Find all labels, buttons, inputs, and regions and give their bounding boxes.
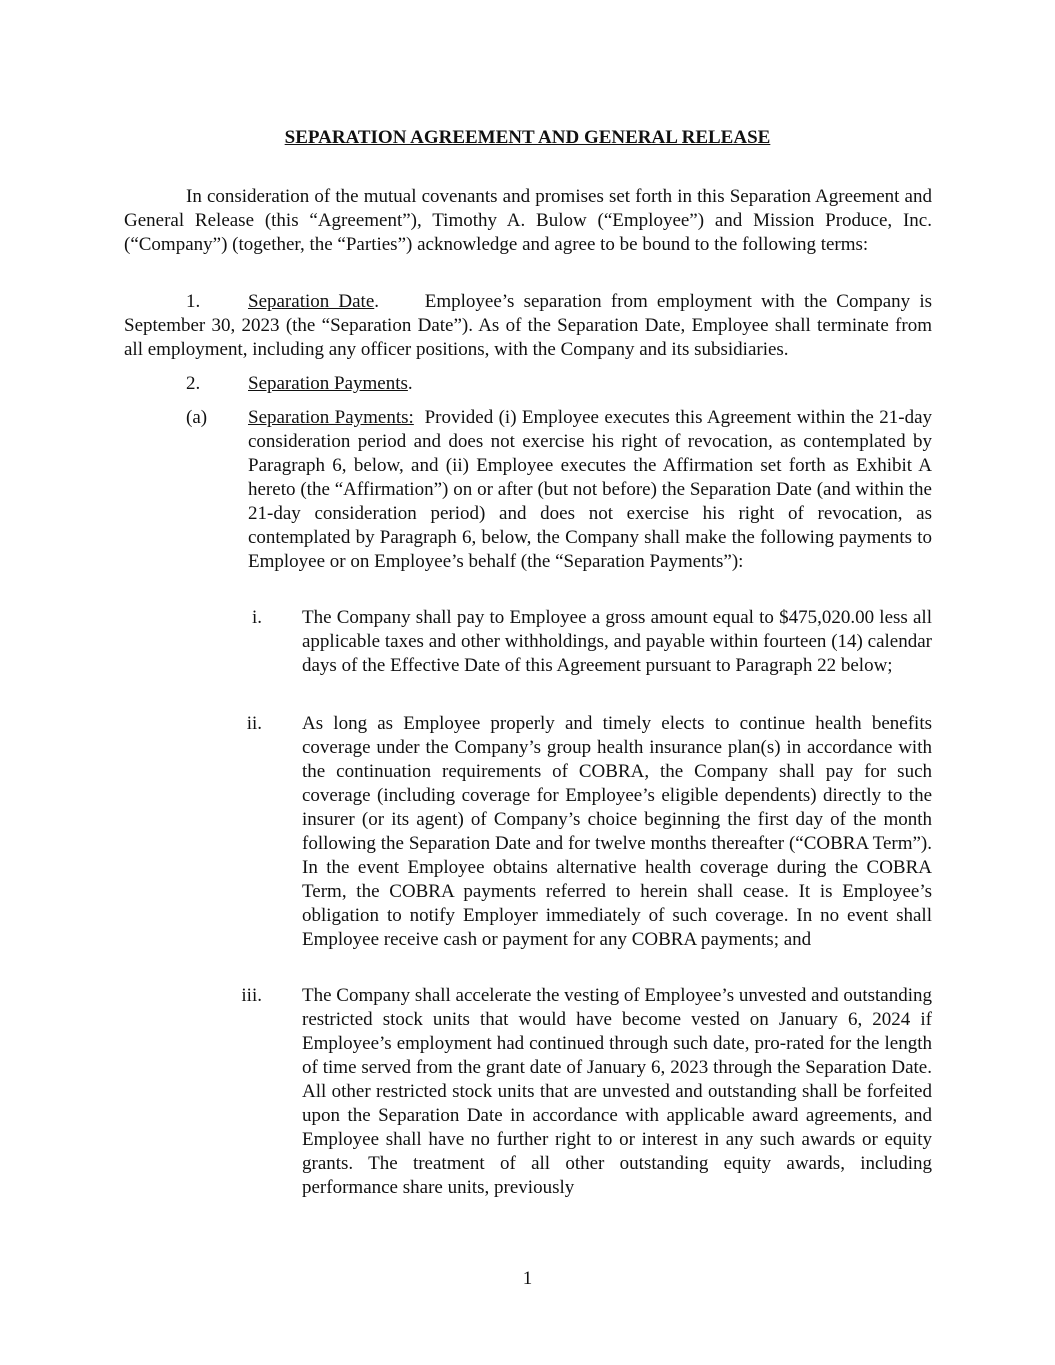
subsection-a-label: (a) bbox=[186, 407, 208, 428]
item-ii-label: ii. bbox=[246, 713, 262, 734]
page-number: 1 bbox=[522, 1268, 533, 1289]
section-1-number: 1. bbox=[186, 291, 201, 312]
section-1-paragraph bbox=[124, 290, 932, 362]
subsection-a-heading: Separation Payments: bbox=[248, 407, 414, 428]
section-2-heading-suffix: . bbox=[407, 373, 413, 394]
section-1-body: Employee’s separation from employment with the Company is September 30, 2023 (the “Separation Date”). As of the Separation Date, Employee shall terminate from all employment, including any officer positions, with the Company and its subsidiaries. bbox=[124, 291, 933, 360]
section-2-heading-line bbox=[186, 372, 932, 396]
item-iii-paragraph: The Company shall accelerate the vesting of Employee’s unvested and outstanding restricted stock units that would have become vested on January 6, 2024 if Employee’s employment had continued through such date, pro-rated for the length of time served from the grant date of January 6, 2023 through the Separation Date. All other restricted stock units that are unvested and outstanding shall be forfeited upon the Separation Date in accordance with applicable award agreements, and Employee shall have no further right to or interest in any such awards or equity grants. The treatment of all other outstanding equity awards, including performance share units, previously bbox=[302, 985, 932, 1198]
subsection-a-body: Provided (i) Employee executes this Agreement within the 21-day consideration period and does not exercise his right of revocation, as contemplated by Paragraph 6, below, and (ii) Employee executes the Affirmation set forth as Exhibit A hereto (the “Affirmation”) on or after (but not before) the Separation Date (and within the 21-day consideration period) and does not exercise his right of revocation, as contemplated by Paragraph 6, below, the Company shall make the following payments to Employee or on Employee’s behalf (the “Separation Payments”): bbox=[248, 407, 933, 572]
section-2-heading: Separation Payments bbox=[248, 373, 408, 394]
section-2-number: 2. bbox=[186, 373, 201, 394]
item-i-paragraph: The Company shall pay to Employee a gross amount equal to $475,020.00 less all applicable taxes and other withholdings, and payable within fourteen (14) calendar days of the Effective Date of this Agreement pursuant to Paragraph 22 below; bbox=[302, 607, 932, 676]
intro-paragraph: In consideration of the mutual covenants and promises set forth in this Separation Agreement and General Release (this “Agreement”), Timothy A. Bulow (“Employee”) and Mission Produce, Inc. (“Company”) (together, the “Parties”) acknowledge and agree to be bound to the following terms: bbox=[124, 186, 932, 255]
section-1-heading: Separation Date bbox=[248, 291, 375, 312]
section-1-heading-suffix: . bbox=[374, 291, 380, 312]
document-title: SEPARATION AGREEMENT AND GENERAL RELEASE bbox=[284, 127, 771, 148]
item-iii-label: iii. bbox=[241, 985, 262, 1006]
item-ii-paragraph: As long as Employee properly and timely elects to continue health benefits coverage under the Company’s group health insurance plan(s) in accordance with the continuation requirements of COBRA, the Company shall pay for such coverage (including coverage for Employee’s eligible dependents) directly to the insurer (or its agent) of Company’s choice beginning the first day of the month following the Separation Date and for twelve months thereafter (“COBRA Term”). In the event Employee obtains alternative health coverage during the COBRA Term, the COBRA payments referred to herein shall cease. It is Employee’s obligation to notify Employer immediately of such coverage. In no event shall Employee receive cash or payment for any COBRA payments; and bbox=[302, 713, 932, 950]
item-i-label: i. bbox=[251, 607, 262, 628]
subsection-a-paragraph bbox=[248, 406, 932, 574]
